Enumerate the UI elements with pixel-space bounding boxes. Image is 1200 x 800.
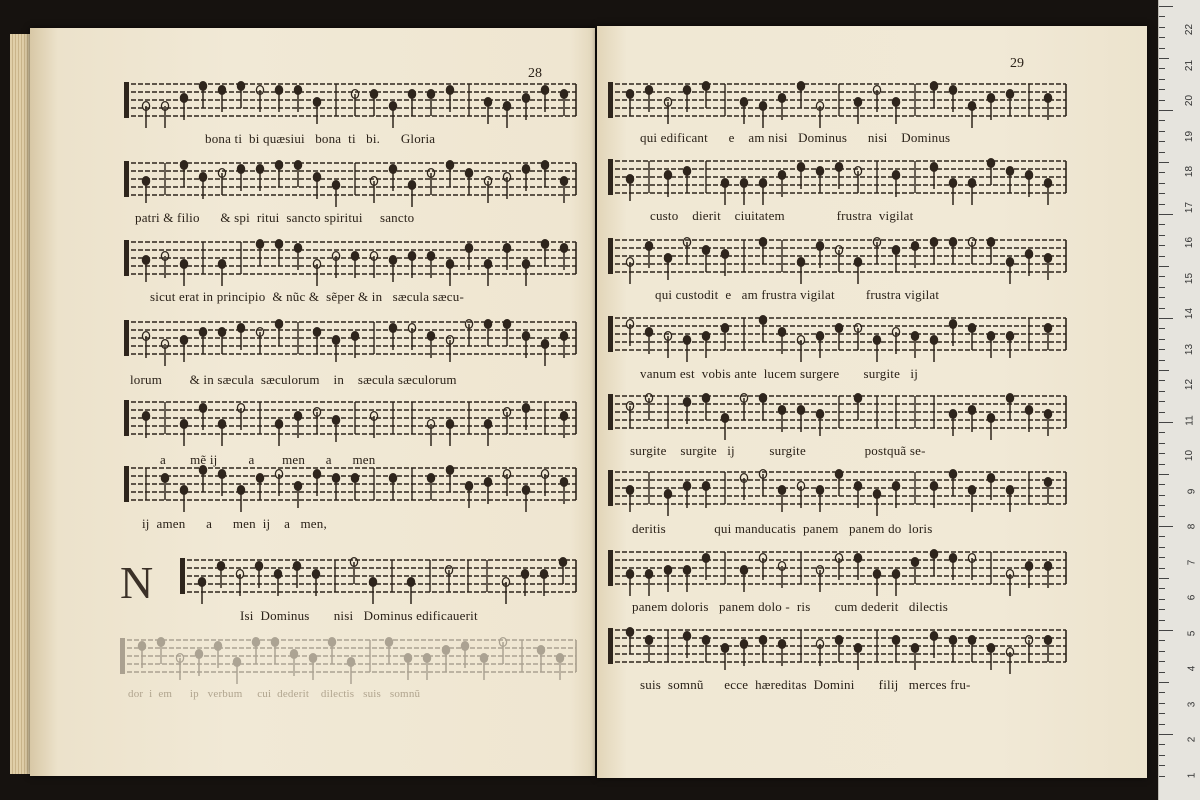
ruler-tick [1159,245,1165,246]
ruler-tick [1159,100,1165,101]
ruler-tick [1159,443,1165,444]
ruler-tick [1159,672,1165,673]
ruler-label: 3 [1186,701,1198,707]
ruler-tick [1159,308,1165,309]
ruler-tick [1159,526,1173,527]
ruler-tick [1159,568,1165,569]
ruler-tick [1159,276,1165,277]
music-staff [608,238,1066,284]
ruler-label: 4 [1186,665,1198,672]
ruler-tick [1159,214,1173,215]
music-staff [608,628,1066,674]
lyric-line: lorum & in sæcula sæculorum in sæcula sæculorum [130,372,457,387]
lyric-line: suis somnũ ecce hæreditas Domini filij merces fru- [640,677,971,692]
lyric-line: sicut erat in principio & nũc & sẽper & in sæcula sæcu- [150,289,464,304]
music-staff [120,638,576,684]
ruler-tick [1159,682,1169,683]
ruler-tick [1159,172,1165,173]
ruler-tick [1159,48,1165,49]
decorated-initial: N [120,557,154,608]
ruler-tick [1159,401,1165,402]
ruler-label: 5 [1186,630,1198,636]
ruler-tick [1159,58,1169,59]
ruler-label: 11 [1184,414,1196,426]
ruler-tick [1159,141,1165,142]
ruler-tick [1159,235,1165,236]
ruler-label: 7 [1186,559,1198,565]
lyric-line: qui edificant e am nisi Dominus nisi Dominus [640,130,951,145]
ruler-tick [1159,297,1165,298]
ruler-label: 21 [1183,59,1195,71]
ruler-tick [1159,422,1173,423]
ruler-tick [1159,474,1169,475]
measuring-ruler [1158,0,1200,800]
ruler-tick [1159,588,1165,589]
ruler-tick [1159,620,1165,621]
ruler-tick [1159,578,1169,579]
lyric-line: qui custodit e am frustra vigilat frustra vigilat [655,287,940,302]
ruler-tick [1159,516,1165,517]
ruler-tick [1159,599,1165,600]
ruler-tick [1159,360,1165,361]
ruler-tick [1159,536,1165,537]
ruler-tick [1159,692,1165,693]
ruler-tick [1159,464,1165,465]
music-staff [124,82,576,128]
ruler-tick [1159,89,1165,90]
lyric-line: panem doloris panem dolo - ris cum dederit dilectis [632,599,949,614]
ruler-tick [1159,412,1165,413]
ruler-label: 1 [1186,772,1198,778]
lyric-line: surgite surgite ij surgite postquã se- [630,443,926,458]
ruler-label: 13 [1183,343,1195,355]
ruler-tick [1159,328,1165,329]
ruler-label: 6 [1186,594,1198,601]
ruler-label: 22 [1183,23,1195,36]
music-staff [124,161,576,207]
lyric-line: bona ti bi quæsiui bona ti bi. Gloria [205,131,436,146]
ruler-tick [1159,765,1165,766]
ruler-label: 15 [1183,272,1195,284]
ruler-tick [1159,287,1165,288]
ruler-tick [1159,391,1165,392]
ruler-tick [1159,110,1173,111]
ruler-tick [1159,661,1165,662]
music-staff [608,394,1066,440]
music-staff [608,470,1066,516]
ruler-tick [1159,193,1165,194]
lyric-line: patri & filio & spi ritui sancto spiritui sancto [135,210,415,225]
ruler-tick [1159,256,1165,257]
ruler-tick [1159,183,1165,184]
ruler-tick [1159,432,1165,433]
ruler-tick [1159,640,1165,641]
music-staff [180,558,576,604]
ruler-tick [1159,318,1173,319]
music-staff [124,240,576,286]
ruler-tick [1159,79,1165,80]
lyric-line: Isi Dominus nisi Dominus edificauerit [240,608,478,623]
ruler-tick [1159,776,1165,777]
music-staff [124,320,576,366]
music-staff [124,466,576,512]
lyric-line: ij amen a men ij a men, [142,516,327,531]
ruler-tick [1159,380,1165,381]
ruler-tick [1159,724,1165,725]
faint-bleedthrough-line: dor i em ip verbum cui dederit dilectis suis somnũ [128,688,421,700]
ruler-tick [1159,37,1165,38]
ruler-label: 10 [1183,449,1195,462]
ruler-label: 20 [1183,94,1195,107]
ruler-tick [1159,224,1165,225]
lyric-line: custo dierit ciuitatem frustra vigilat [650,208,914,223]
ruler-tick [1159,495,1165,496]
ruler-label: 12 [1183,378,1195,391]
page-number-left: 28 [528,66,542,81]
ruler-label: 16 [1183,236,1195,249]
ruler-label: 14 [1183,307,1195,320]
music-staff [124,400,576,446]
ruler-tick [1159,505,1165,506]
ruler-label: 8 [1186,523,1198,530]
music-staff [608,159,1066,205]
ruler-label: 9 [1186,488,1198,494]
ruler-tick [1159,339,1165,340]
ruler-tick [1159,68,1165,69]
music-staff [608,316,1066,362]
ruler-tick [1159,27,1165,28]
ruler-tick [1159,131,1165,132]
ruler-tick [1159,204,1165,205]
ruler-tick [1159,713,1165,714]
ruler-tick [1159,266,1169,267]
lyric-line: deritis qui manducatis panem panem do loris [632,521,933,536]
ruler-tick [1159,16,1165,17]
ruler-tick [1159,453,1165,454]
ruler-tick [1159,349,1165,350]
ruler-tick [1159,651,1165,652]
ruler-tick [1159,744,1165,745]
lyric-line: vanum est vobis ante lucem surgere surgite ij [640,366,919,381]
ruler-tick [1159,162,1169,163]
ruler-tick [1159,755,1165,756]
ruler-tick [1159,557,1165,558]
ruler-tick [1159,152,1165,153]
ruler-label: 18 [1183,165,1195,178]
music-staff [608,82,1066,128]
ruler-tick [1159,630,1173,631]
ruler-tick [1159,484,1165,485]
ruler-tick [1159,547,1165,548]
music-staff [608,550,1066,596]
lyric-line: a mẽ ij a men a men [160,452,376,467]
ruler-tick [1159,6,1173,7]
page-number-right: 29 [1010,56,1024,71]
ruler-tick [1159,609,1165,610]
ruler-label: 2 [1186,736,1198,743]
ruler-tick [1159,370,1169,371]
ruler-label: 19 [1183,130,1195,142]
ruler-tick [1159,703,1165,704]
ruler-label: 17 [1183,201,1195,213]
ruler-tick [1159,120,1165,121]
ruler-tick [1159,734,1173,735]
